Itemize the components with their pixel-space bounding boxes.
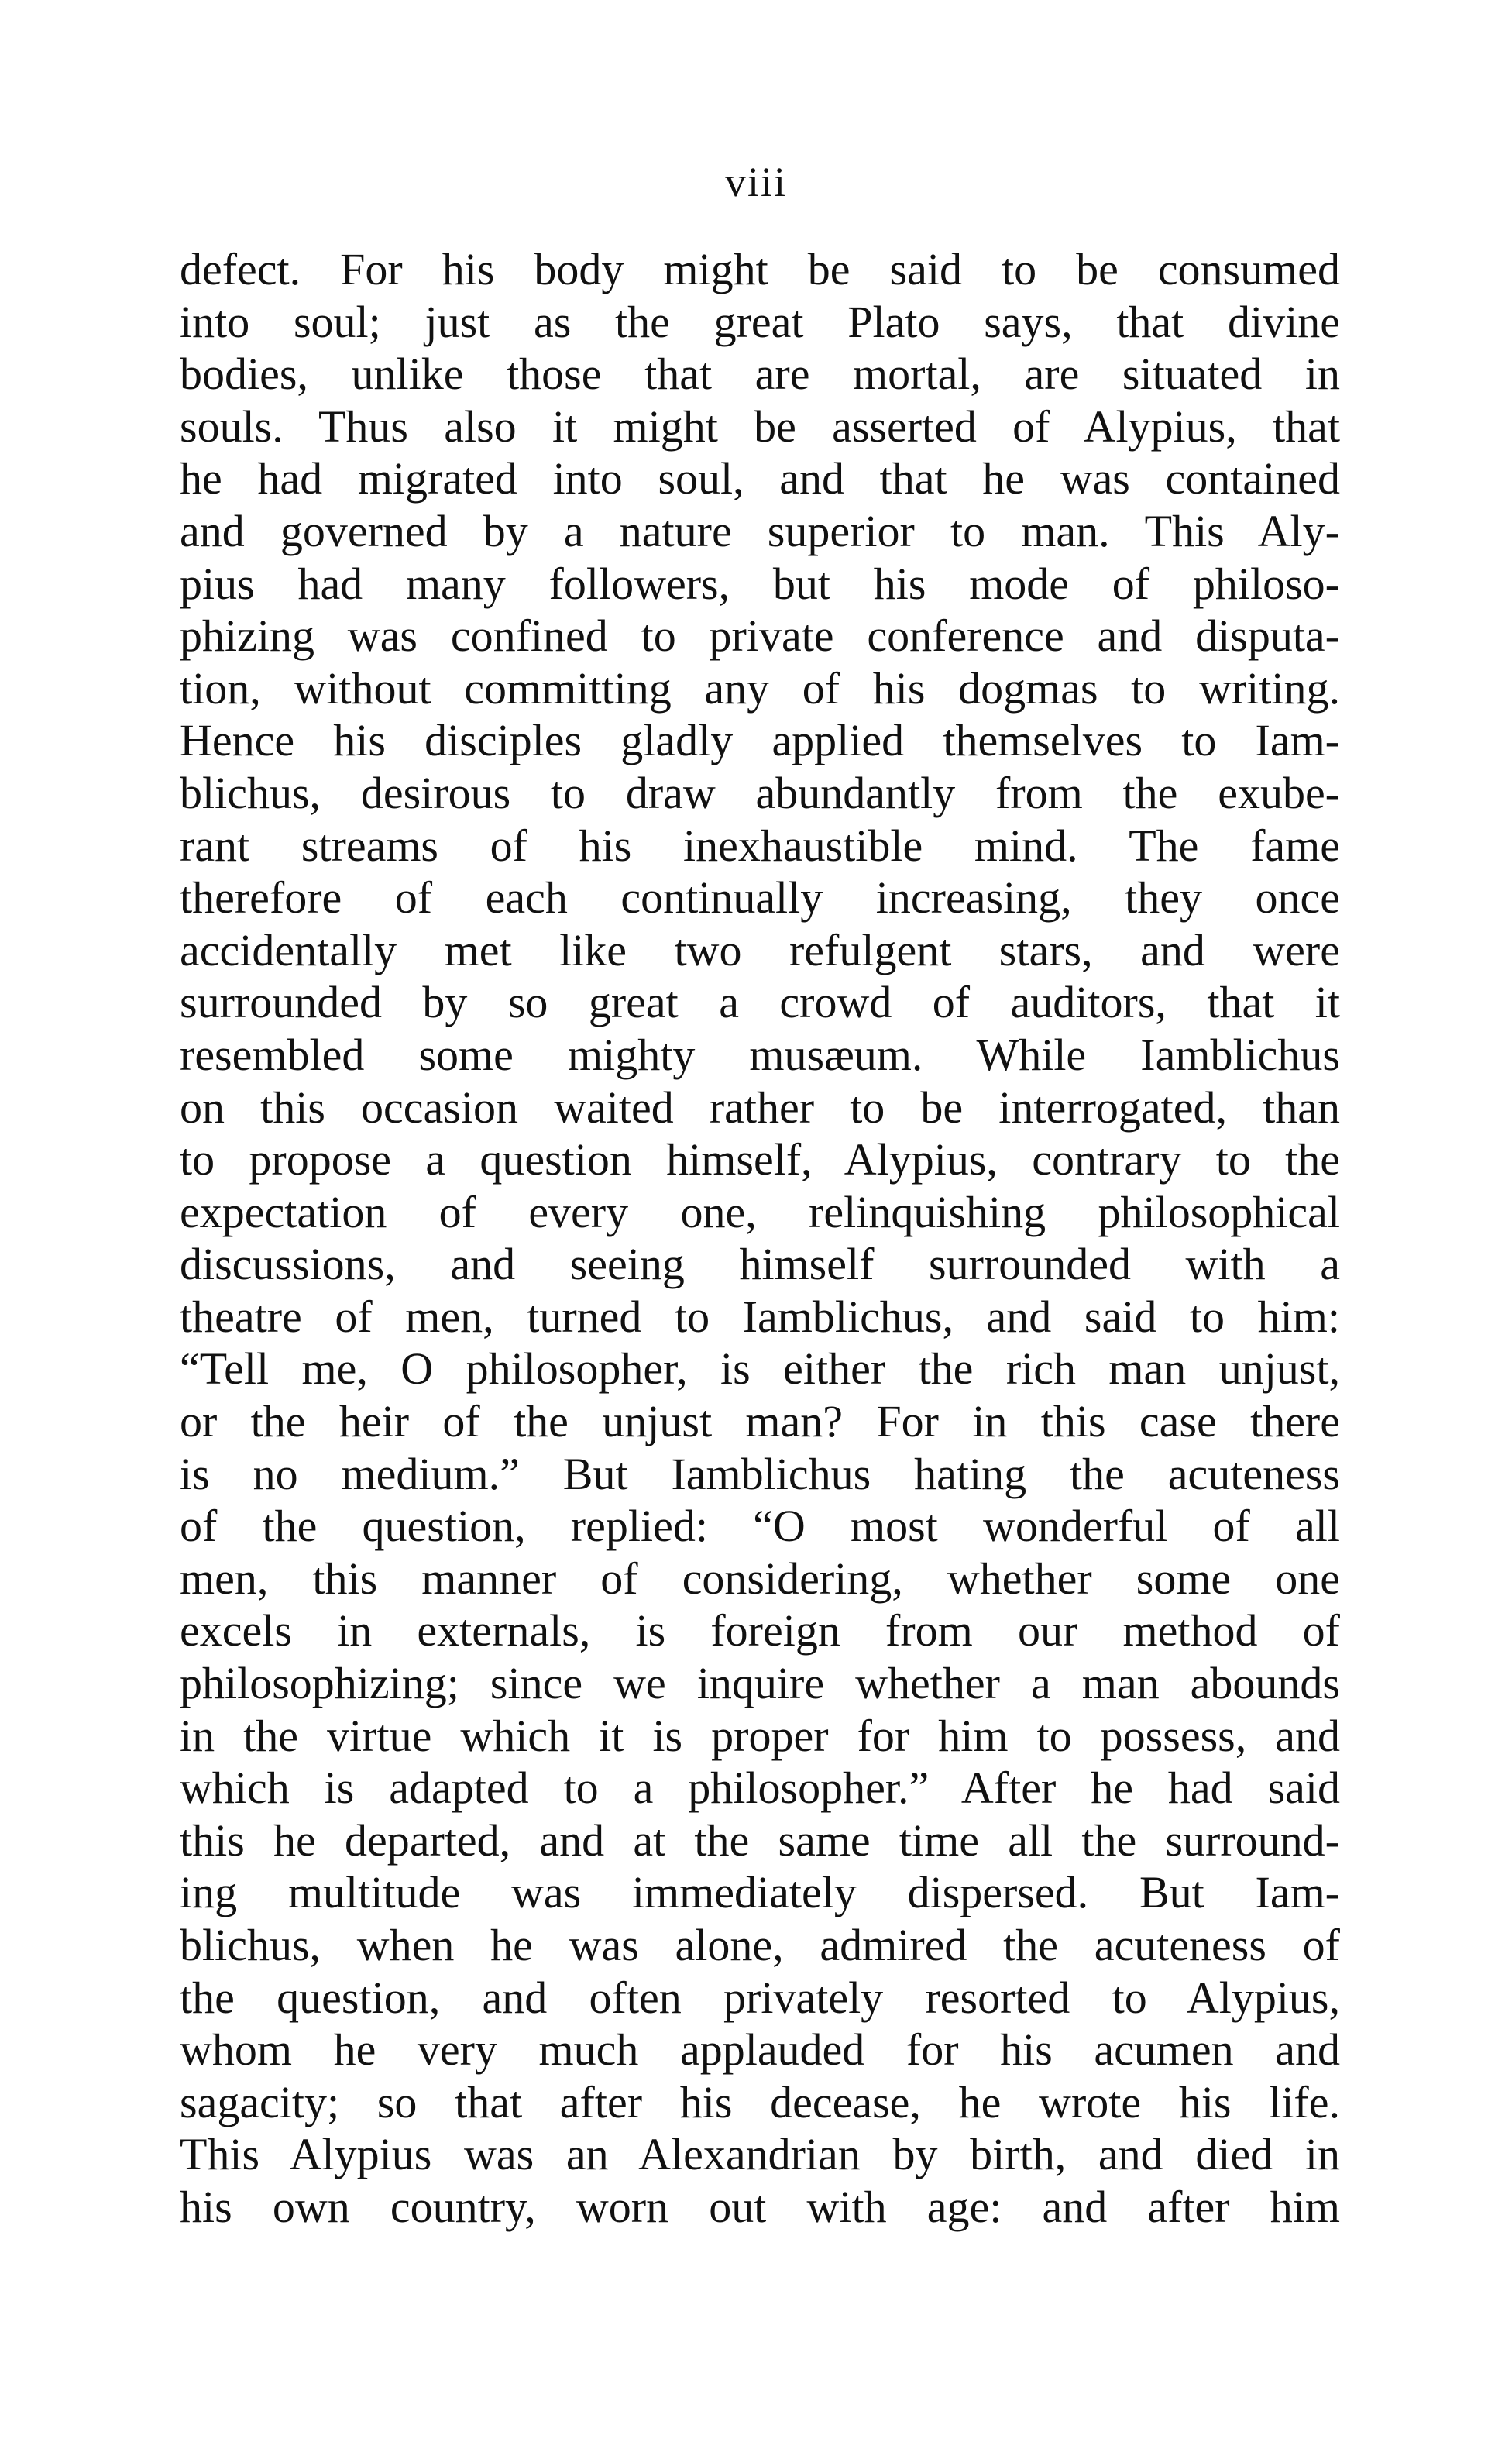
text-line: sagacity; so that after his decease, he wrote his life. bbox=[180, 2076, 1340, 2127]
text-line: accidentally met like two refulgent stars, and were bbox=[180, 924, 1340, 975]
text-line: resembled some mighty musæum. While Iamblichus bbox=[180, 1029, 1340, 1080]
text-line: in the virtue which it is proper for him to possess, and bbox=[180, 1710, 1340, 1761]
text-line: philosophizing; since we inquire whether a man abounds bbox=[180, 1658, 1340, 1709]
text-line: phizing was confined to private conference and disputa- bbox=[180, 610, 1340, 662]
text-line: tion, without committing any of his dogmas to writing. bbox=[180, 662, 1340, 714]
text-line: souls. Thus also it might be asserted of Alypius, that bbox=[180, 401, 1340, 452]
text-line: This Alypius was an Alexandrian by birth, and died in bbox=[180, 2129, 1340, 2180]
text-line: the question, and often privately resorted to Alypius, bbox=[180, 1972, 1340, 2023]
text-line: into soul; just as the great Plato says, that divine bbox=[180, 296, 1340, 347]
text-line: men, this manner of considering, whether some one bbox=[180, 1553, 1340, 1604]
text-line: and governed by a nature superior to man. This Aly- bbox=[180, 505, 1340, 556]
text-line: of the question, replied: “O most wonderful of all bbox=[180, 1501, 1340, 1552]
text-line: pius had many followers, but his mode of philoso- bbox=[180, 558, 1340, 609]
text-line: he had migrated into soul, and that he was contained bbox=[180, 453, 1340, 504]
text-line: blichus, when he was alone, admired the acuteness of bbox=[180, 1920, 1340, 1970]
text-line: rant streams of his inexhaustible mind. The fame bbox=[180, 820, 1340, 871]
text-line: expectation of every one, relinquishing philosophical bbox=[180, 1186, 1340, 1237]
text-line: “Tell me, O philosopher, is either the rich man unjust, bbox=[180, 1343, 1340, 1395]
text-line: or the heir of the unjust man? For in this case there bbox=[180, 1396, 1340, 1447]
text-line: which is adapted to a philosopher.” After he had said bbox=[180, 1763, 1340, 1814]
text-line: this he departed, and at the same time all the surround- bbox=[180, 1814, 1340, 1866]
text-line: defect. For his body might be said to be consumed bbox=[180, 244, 1340, 294]
text-line: blichus, desirous to draw abundantly from the exube- bbox=[180, 767, 1340, 818]
text-line: his own country, worn out with age: and after him bbox=[180, 2181, 1340, 2232]
text-line: bodies, unlike those that are mortal, are situated in bbox=[180, 349, 1340, 400]
text-line: to propose a question himself, Alypius, contrary to the bbox=[180, 1134, 1340, 1185]
text-line: excels in externals, is foreign from our method of bbox=[180, 1605, 1340, 1656]
body-text bbox=[180, 243, 1340, 2234]
text-line: therefore of each continually increasing, they once bbox=[180, 872, 1340, 923]
page-number: viii bbox=[724, 159, 787, 205]
text-line: discussions, and seeing himself surrounded with a bbox=[180, 1239, 1340, 1290]
text-line: is no medium.” But Iamblichus hating the acuteness bbox=[180, 1448, 1340, 1499]
text-line: on this occasion waited rather to be interrogated, than bbox=[180, 1082, 1340, 1133]
text-line: surrounded by so great a crowd of auditors, that it bbox=[180, 977, 1340, 1028]
text-line: theatre of men, turned to Iamblichus, and said to him: bbox=[180, 1291, 1340, 1342]
text-line: whom he very much applauded for his acumen and bbox=[180, 2024, 1340, 2076]
text-line: ing multitude was immediately dispersed. But Iam- bbox=[180, 1867, 1340, 1918]
text-line: Hence his disciples gladly applied themselves to Iam- bbox=[180, 715, 1340, 766]
